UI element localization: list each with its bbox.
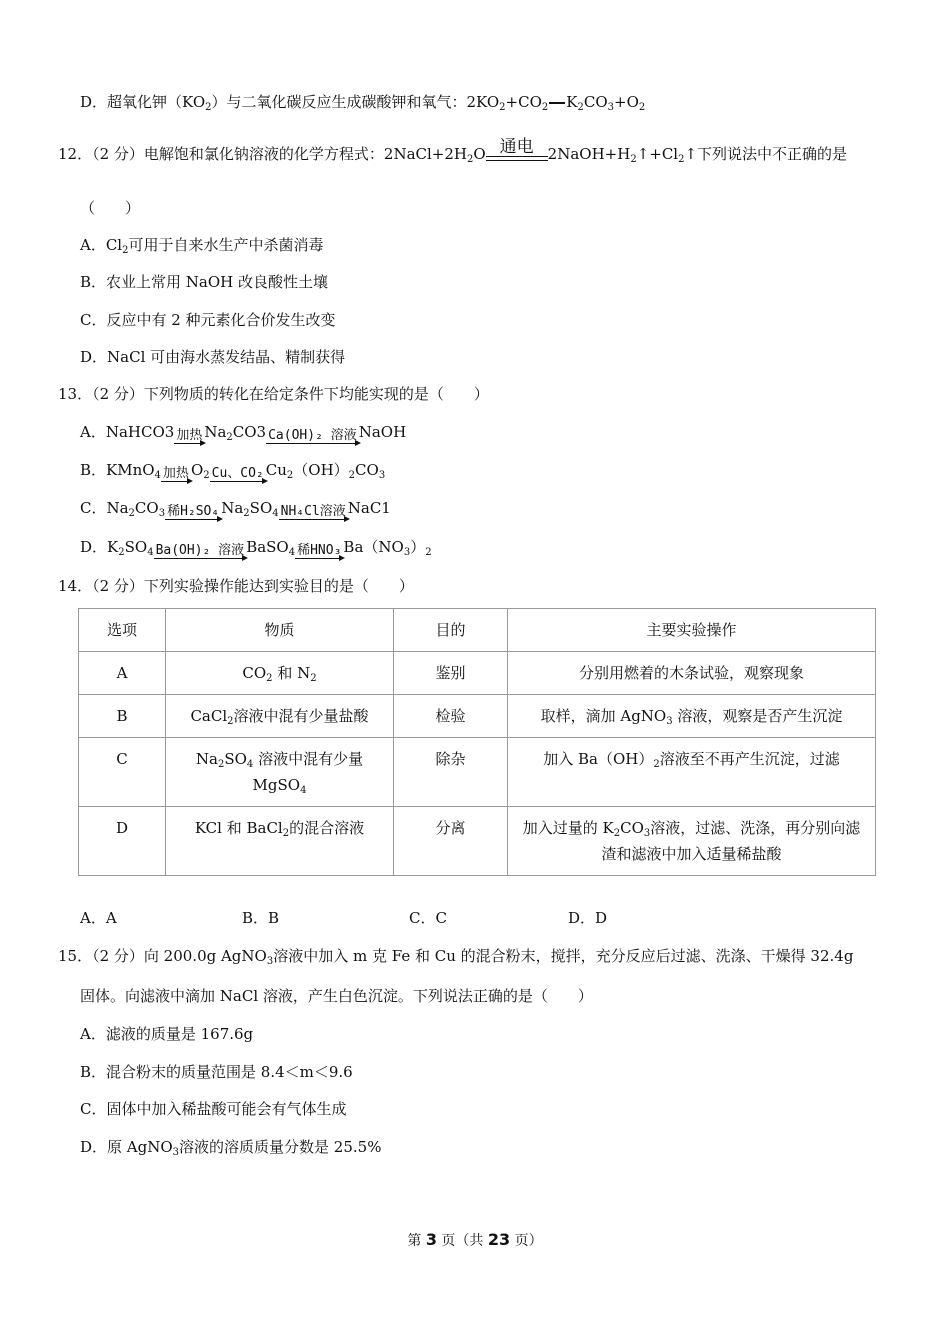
reaction-arrow: Cu、CO₂	[211, 466, 264, 481]
q15-option-b: B．混合粉末的质量范围是 8.4＜m＜9.6	[80, 1063, 353, 1081]
q14-answer-d: D．D	[568, 909, 608, 927]
total-pages: 23	[487, 1230, 511, 1249]
equals-bar	[549, 102, 565, 104]
operation-cell: 取样，滴加 AgNO$_3$ 溶液，观察是否产生沉淀	[508, 695, 876, 738]
header-cell: 选项	[79, 609, 166, 652]
option-cell: A	[79, 652, 166, 695]
goal-cell: 检验	[394, 695, 508, 738]
q14-stem: 14．（2 分）下列实验操作能达到实验目的是（ ）	[58, 577, 414, 595]
header-cell: 目的	[394, 609, 508, 652]
substance-cell: KCl 和 BaCl$_2$的混合溶液	[166, 807, 394, 876]
q13-option-c: C．$Na_2CO_3$ 稀H₂SO₄ $Na_2SO_4$ NH₄Cl溶液 NaC1	[80, 490, 391, 526]
goal-cell: 除杂	[394, 738, 508, 807]
q11-option-d: D．超氧化钾$(KO_2)$与二氧化碳反应生成碳酸钾和氧气：$2KO_2+CO_2$ $K_2CO_3+O_2$	[80, 93, 646, 113]
reaction-arrow: NH₄Cl溶液	[280, 504, 346, 519]
operation-cell: 加入 $Ba(OH)_2$溶液至不再产生沉淀，过滤	[508, 738, 876, 807]
q13-option-a: A．NaHCO3 加热 $Na_2CO3$ Ca(OH)₂ 溶液 NaOH	[80, 414, 406, 450]
goal-cell: 鉴别	[394, 652, 508, 695]
q12-option-a: A．$Cl_2$可用于自来水生产中杀菌消毒	[80, 236, 324, 256]
q12-option-c: C．反应中有 2 种元素化合价发生改变	[80, 311, 336, 329]
q12-option-b: B．农业上常用 NaOH 改良酸性土壤	[80, 273, 329, 291]
header-cell: 物质	[166, 609, 394, 652]
q13-option-d: D．$K_2SO_4$ Ba(OH)₂ 溶液 BaSO$_4$ 稀HNO₃ $Ba(NO_3)_2$	[80, 529, 432, 565]
q12-option-d: D．NaCl 可由海水蒸发结晶、精制获得	[80, 348, 346, 366]
reaction-arrow: 加热	[176, 428, 203, 443]
q12-stem: 12．（2 分）电解饱和氯化钠溶液的化学方程式：$2NaCl+2H_2O$ 通电 $2NaOH+H_2↑+Cl_2↑$下列说法中不正确的是	[58, 137, 848, 165]
reaction-arrow: 稀HNO₃	[297, 543, 342, 558]
substance-cell: $CO_2$ 和 $N_2$	[166, 652, 394, 695]
reaction-arrow: Ca(OH)₂ 溶液	[268, 428, 357, 443]
q14-answer-c: C．C	[409, 909, 447, 927]
q15-stem-line2: 固体。向滤液中滴加 NaCl 溶液，产生白色沉淀。下列说法正确的是（ ）	[80, 987, 593, 1005]
q14-table	[78, 608, 876, 876]
table-row	[79, 652, 876, 695]
table-header-row	[79, 609, 876, 652]
q13-option-b: B．KMnO$_4$ 加热 $O_2$ Cu、CO₂ $Cu_2(OH)_2CO_3$	[80, 452, 385, 488]
q13-stem: 13．（2 分）下列物质的转化在给定条件下均能实现的是（ ）	[58, 385, 489, 403]
electrolysis-condition: 通电	[486, 138, 548, 167]
q14-answer-a: A．A	[80, 909, 117, 927]
q12-answer-paren: （ ）	[80, 199, 141, 217]
goal-cell: 分离	[394, 807, 508, 876]
table-row	[79, 738, 876, 807]
table-row	[79, 807, 876, 876]
q14-answer-b: B．B	[242, 909, 280, 927]
q15-option-a: A．滤液的质量是 167.6g	[80, 1025, 254, 1043]
q15-option-c: C．固体中加入稀盐酸可能会有气体生成	[80, 1100, 347, 1118]
option-cell: D	[79, 807, 166, 876]
reaction-arrow: 加热	[162, 466, 189, 481]
option-cell: C	[79, 738, 166, 807]
option-cell: B	[79, 695, 166, 738]
page-number: 3	[425, 1230, 437, 1249]
operation-cell: 加入过量的 $K_2CO_3$溶液，过滤、洗涤，再分别向滤 渣和滤液中加入适量稀盐酸	[508, 807, 876, 876]
reaction-arrow: Ba(OH)₂ 溶液	[155, 543, 245, 558]
reaction-arrow: 稀H₂SO₄	[167, 504, 220, 519]
header-cell: 主要实验操作	[508, 609, 876, 652]
substance-cell: $Na_2SO_4$ 溶液中混有少量 MgSO$_4$	[166, 738, 394, 807]
q15-stem-line1: 15．（2 分）向 200.0g AgNO$_3$溶液中加入 m 克 Fe 和 Cu 的混合粉末，搅拌，充分反应后过滤、洗涤、干燥得 32.4g	[58, 947, 854, 967]
page-footer: 第 3 页（共 23 页）	[407, 1230, 543, 1249]
operation-cell: 分别用燃着的木条试验，观察现象	[508, 652, 876, 695]
q15-option-d: D．原 AgNO$_3$溶液的溶质质量分数是 25.5%	[80, 1138, 382, 1158]
table-row	[79, 695, 876, 738]
substance-cell: CaCl$_2$溶液中混有少量盐酸	[166, 695, 394, 738]
